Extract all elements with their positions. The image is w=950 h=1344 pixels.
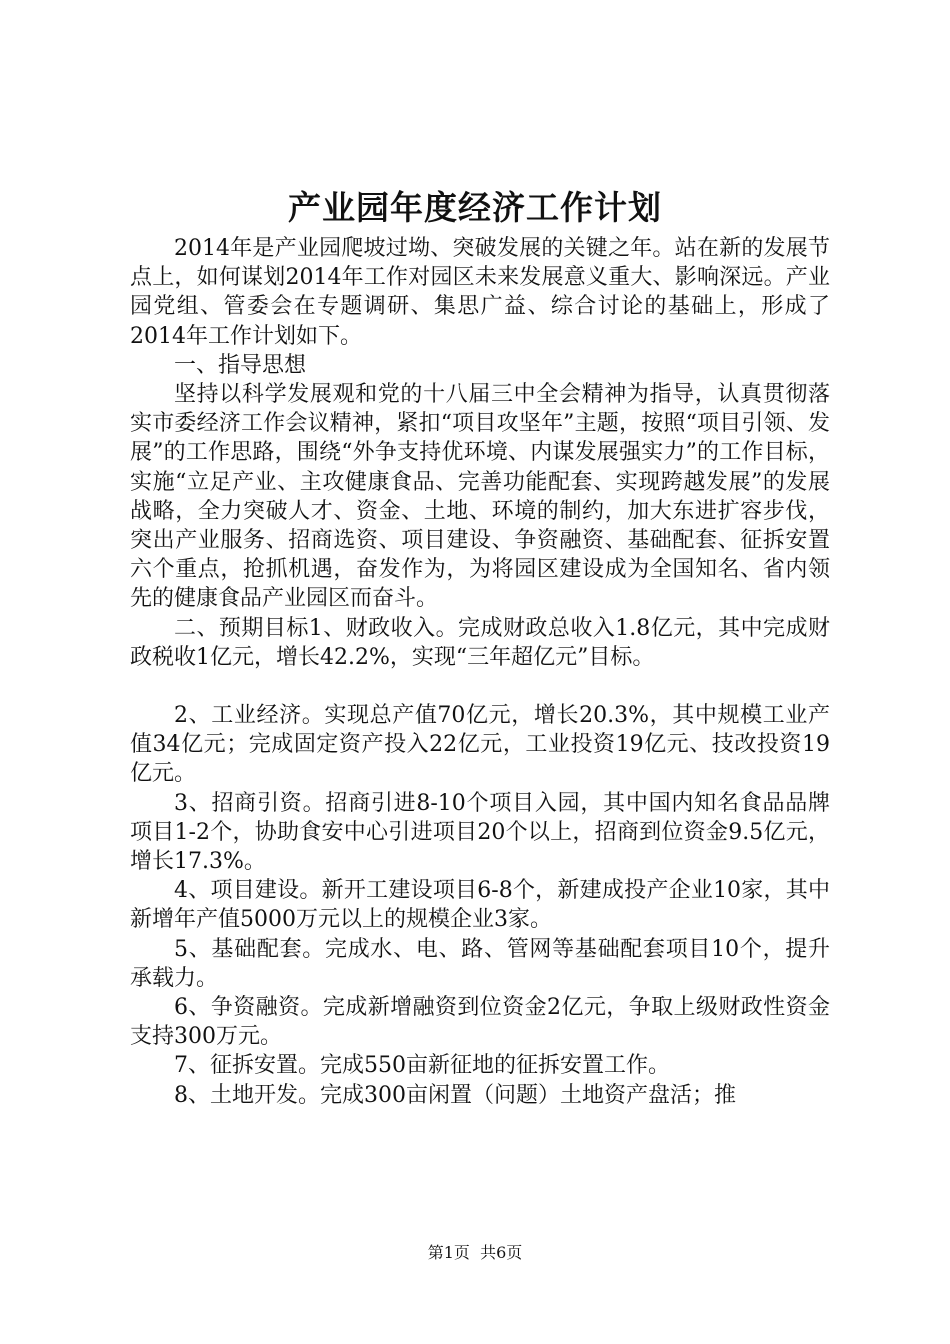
paragraph-expected-goals: 二、预期目标1、财政收入。完成财政总收入1.8亿元，其中完成财政税收1亿元，增长42.2%，实现“三年超亿元”目标。 — [130, 615, 830, 670]
paragraph-financing: 6、争资融资。完成新增融资到位资金2亿元，争取上级财政性资金支持300万元。 — [130, 995, 830, 1050]
paragraph-intro: 2014年是产业园爬坡过坳、突破发展的关键之年。站在新的发展节点上，如何谋划2014年工作对园区未来发展意义重大、影响深远。产业园党组、管委会在专题调研、集思广益、综合讨论的基础上，形成了2014年工作计划如下。 — [130, 236, 830, 349]
paragraph-investment-attraction: 3、招商引资。招商引进8-10个项目入园，其中国内知名食品品牌项目1-2个，协助食安中心引进项目20个以上，招商到位资金9.5亿元，增长17.3%。 — [130, 790, 830, 875]
total-pages: 共6页 — [480, 1243, 523, 1262]
footer-separator — [470, 1243, 480, 1262]
document-body — [130, 234, 830, 1110]
page-number: 第1页 — [427, 1243, 470, 1262]
paragraph-land-acquisition: 7、征拆安置。完成550亩新征地的征拆安置工作。 — [174, 1053, 670, 1079]
paragraph-guiding-ideology: 坚持以科学发展观和党的十八届三中全会精神为指导，认真贯彻落实市委经济工作会议精神，紧扣“项目攻坚年”主题，按照“项目引领、发展”的工作思路，围绕“外争支持优环境、内谋发展强实力”的工作目标，实施“立足产业、主攻健康食品、完善功能配套、实现跨越发展”的发展战略，全力突破人才、资金、土地、环境的制约，加大东进扩容步伐，突出产业服务、招商选资、项目建设、争资融资、基础配套、征拆安置六个重点，抢抓机遇，奋发作为，为将园区建设成为全国知名、省内领先的健康食品产业园区而奋斗。 — [130, 382, 830, 612]
paragraph-infrastructure: 5、基础配套。完成水、电、路、管网等基础配套项目10个，提升承载力。 — [130, 936, 830, 991]
page-footer — [0, 1243, 950, 1263]
paragraph-project-construction: 4、项目建设。新开工建设项目6-8个，新建成投产企业10家，其中新增年产值5000万元以上的规模企业3家。 — [130, 878, 830, 933]
section-heading-guiding-ideology: 一、指导思想 — [174, 352, 307, 378]
paragraph-land-development: 8、土地开发。完成300亩闲置（问题）土地资产盘活；推 — [174, 1082, 736, 1108]
document-title: 产业园年度经济工作计划 — [288, 188, 662, 227]
paragraph-industrial-economy: 2、工业经济。实现总产值70亿元，增长20.3%，其中规模工业产值34亿元；完成固定资产投入22亿元，工业投资19亿元、技改投资19亿元。 — [130, 703, 830, 787]
